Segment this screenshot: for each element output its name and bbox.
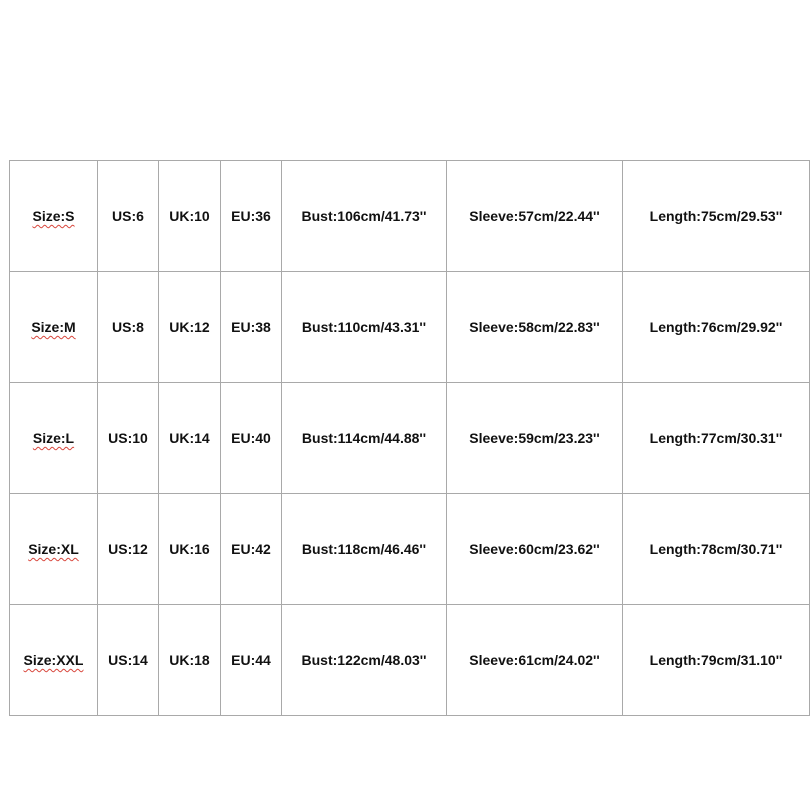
bust-cell: Bust:122cm/48.03'' — [282, 605, 447, 716]
uk-size-cell: UK:10 — [159, 161, 221, 272]
bust-cell: Bust:118cm/46.46'' — [282, 494, 447, 605]
size-cell — [10, 605, 98, 716]
uk-size-cell: UK:12 — [159, 272, 221, 383]
size-cell — [10, 161, 98, 272]
size-label: Size:XL — [28, 541, 79, 557]
table-row — [10, 272, 810, 383]
us-size-cell: US:8 — [98, 272, 159, 383]
us-size-cell: US:14 — [98, 605, 159, 716]
us-size-cell: US:12 — [98, 494, 159, 605]
eu-size-cell: EU:40 — [221, 383, 282, 494]
eu-size-cell: EU:42 — [221, 494, 282, 605]
table-row — [10, 605, 810, 716]
eu-size-cell: EU:38 — [221, 272, 282, 383]
size-label: Size:XXL — [23, 652, 84, 668]
length-cell: Length:76cm/29.92'' — [623, 272, 810, 383]
bust-cell: Bust:114cm/44.88'' — [282, 383, 447, 494]
length-cell: Length:79cm/31.10'' — [623, 605, 810, 716]
length-cell: Length:75cm/29.53'' — [623, 161, 810, 272]
size-label: Size:M — [31, 319, 76, 335]
sleeve-cell: Sleeve:59cm/23.23'' — [447, 383, 623, 494]
us-size-cell: US:6 — [98, 161, 159, 272]
bust-cell: Bust:106cm/41.73'' — [282, 161, 447, 272]
table-row — [10, 383, 810, 494]
size-cell — [10, 383, 98, 494]
size-cell — [10, 272, 98, 383]
table-row — [10, 161, 810, 272]
sleeve-cell: Sleeve:61cm/24.02'' — [447, 605, 623, 716]
uk-size-cell: UK:16 — [159, 494, 221, 605]
sleeve-cell: Sleeve:60cm/23.62'' — [447, 494, 623, 605]
length-cell: Length:77cm/30.31'' — [623, 383, 810, 494]
sleeve-cell: Sleeve:58cm/22.83'' — [447, 272, 623, 383]
size-cell — [10, 494, 98, 605]
uk-size-cell: UK:18 — [159, 605, 221, 716]
length-cell: Length:78cm/30.71'' — [623, 494, 810, 605]
eu-size-cell: EU:44 — [221, 605, 282, 716]
sleeve-cell: Sleeve:57cm/22.44'' — [447, 161, 623, 272]
us-size-cell: US:10 — [98, 383, 159, 494]
table-row — [10, 494, 810, 605]
size-label: Size:S — [32, 208, 75, 224]
size-label: Size:L — [32, 430, 75, 446]
uk-size-cell: UK:14 — [159, 383, 221, 494]
bust-cell: Bust:110cm/43.31'' — [282, 272, 447, 383]
size-chart-table — [9, 160, 810, 716]
eu-size-cell: EU:36 — [221, 161, 282, 272]
